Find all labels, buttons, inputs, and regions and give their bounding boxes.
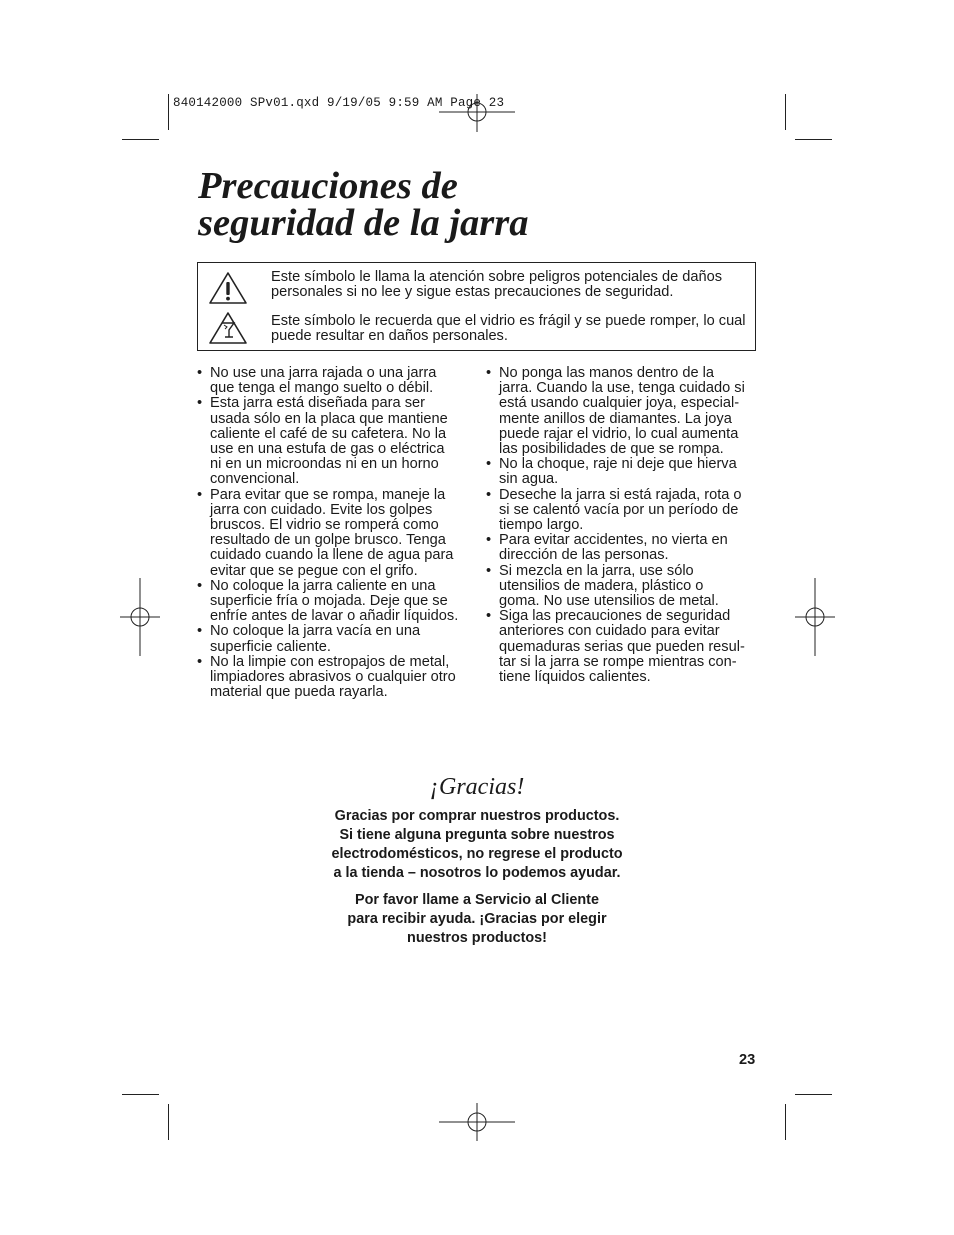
precaution-item [197,579,487,625]
registration-mark-right [795,578,835,656]
precaution-line: convencional. [210,471,300,488]
safety-notice-box [197,262,756,351]
precaution-item [197,624,487,654]
thanks-line: nuestros productos! [407,930,547,946]
notice-text: Este símbolo le llama la atención sobre peligros potenciales de daños personales si no lee y sigue estas precauciones de seguridad. [271,269,723,300]
precaution-line: superficie caliente. [210,638,331,655]
precaution-line: las posibilidades de que se rompa. [499,441,724,458]
thanks-line: Por favor llame a Servicio al Cliente [355,892,599,908]
precaution-line: • No coloque la jarra caliente en una [210,577,436,594]
precaution-item [486,366,766,457]
precaution-line: tiempo largo. [499,517,584,534]
precaution-line: • Deseche la jarra si está rajada, rota o [499,486,742,503]
precaution-line: quemaduras serias que pueden resul- [499,638,745,655]
precaution-item [486,457,766,487]
precaution-line: use en una estufa de gas o eléctrica [210,441,445,458]
precaution-line: está usando cualquier joya, especial- [499,395,740,412]
page-title [198,165,529,244]
precaution-line: superficie fría o mojada. Deje que se [210,593,448,610]
precaution-item [486,488,766,534]
precaution-line: tar si la jarra se rompe mientras con- [499,653,737,670]
precaution-item [486,609,766,685]
precaution-line: ni en un microondas ni en un horno [210,456,439,473]
precaution-line: caliente el café de su cafetera. No la [210,425,447,442]
precaution-line: que tenga el mango suelto o débil. [210,380,434,397]
precaution-line: si se calentó vacía por un período de [499,501,739,518]
precaution-line: • Esta jarra está diseñada para ser [210,395,425,412]
precaution-line: • No use una jarra rajada o una jarra [210,365,437,381]
thanks-paragraph [0,891,954,948]
precaution-line: • No coloque la jarra vacía en una [210,623,421,640]
precaution-item [197,396,487,487]
precaution-line: mente anillos de diamantes. La joya [499,410,732,427]
precaution-item [486,564,766,610]
notice-text: Este símbolo le recuerda que el vidrio es frágil y se puede romper, lo cual puede resultar en daños personales. [271,313,746,344]
precaution-line: • No la limpie con estropajos de metal, [210,653,450,670]
precaution-line: • No ponga las manos dentro de la [499,365,714,381]
precaution-line: usada sólo en la placa que mantiene [210,410,448,427]
precautions-list-right [486,366,766,685]
precaution-line: bruscos. El vidrio se romperá como [210,517,439,534]
broken-glass-icon [208,311,248,345]
precaution-line: • Para evitar accidentes, no vierta en [499,532,728,549]
precaution-line: • No la choque, raje ni deje que hierva [499,456,737,473]
precaution-line: jarra. Cuando la use, tenga cuidado si [499,380,745,397]
precaution-line: jarra con cuidado. Evite los golpes [210,501,433,518]
precaution-line: limpiadores abrasivos o cualquier otro [210,669,456,686]
precaution-line: tiene líquidos calientes. [499,669,651,686]
page-title-line: seguridad de la jarra [198,202,529,244]
precaution-line: • Siga las precauciones de seguridad [499,608,731,625]
page-number: 23 [739,1052,756,1068]
thanks-line: Si tiene alguna pregunta sobre nuestros [339,827,615,843]
precaution-line: puede rajar el vidrio, lo cual aumenta [499,425,739,442]
registration-mark-bottom [437,1103,517,1141]
registration-mark-left [120,578,160,656]
precaution-line: dirección de las personas. [499,547,669,564]
precaution-item [197,488,487,579]
precautions-list-left [197,366,487,700]
precaution-item [486,533,766,563]
precaution-line: enfríe antes de lavar o añadir líquidos. [210,608,459,625]
precaution-line: • Si mezcla en la jarra, use sólo [499,562,694,579]
precaution-item [197,366,487,396]
precaution-line: anteriores con cuidado para evitar [499,623,720,640]
precaution-line: evitar que se pegue con el grifo. [210,562,418,579]
thanks-line: Gracias por comprar nuestros productos. [334,808,620,824]
precaution-item [197,655,487,701]
precaution-line: material que pueda rayarla. [210,684,388,701]
precaution-line: sin agua. [499,471,559,488]
precaution-line: cuidado cuando la llene de agua para [210,547,454,564]
thanks-heading: ¡Gracias! [429,774,525,800]
precaution-line: utensilios de madera, plástico o [499,577,704,594]
warning-triangle-icon [208,271,248,305]
precaution-line: goma. No use utensilios de metal. [499,593,719,610]
precaution-line: • Para evitar que se rompa, maneje la [210,486,446,503]
thanks-line: a la tienda – nosotros lo podemos ayudar. [333,865,621,881]
thanks-line: para recibir ayuda. ¡Gracias por elegir [347,911,607,927]
thanks-line: electrodomésticos, no regrese el producto [331,846,623,862]
page-title-line: Precauciones de [198,165,458,207]
thanks-paragraph [0,807,954,883]
print-slug: 840142000 SPv01.qxd 9/19/05 9:59 AM Page 23 [173,96,505,110]
precaution-line: resultado de un golpe brusco. Tenga [210,532,446,549]
